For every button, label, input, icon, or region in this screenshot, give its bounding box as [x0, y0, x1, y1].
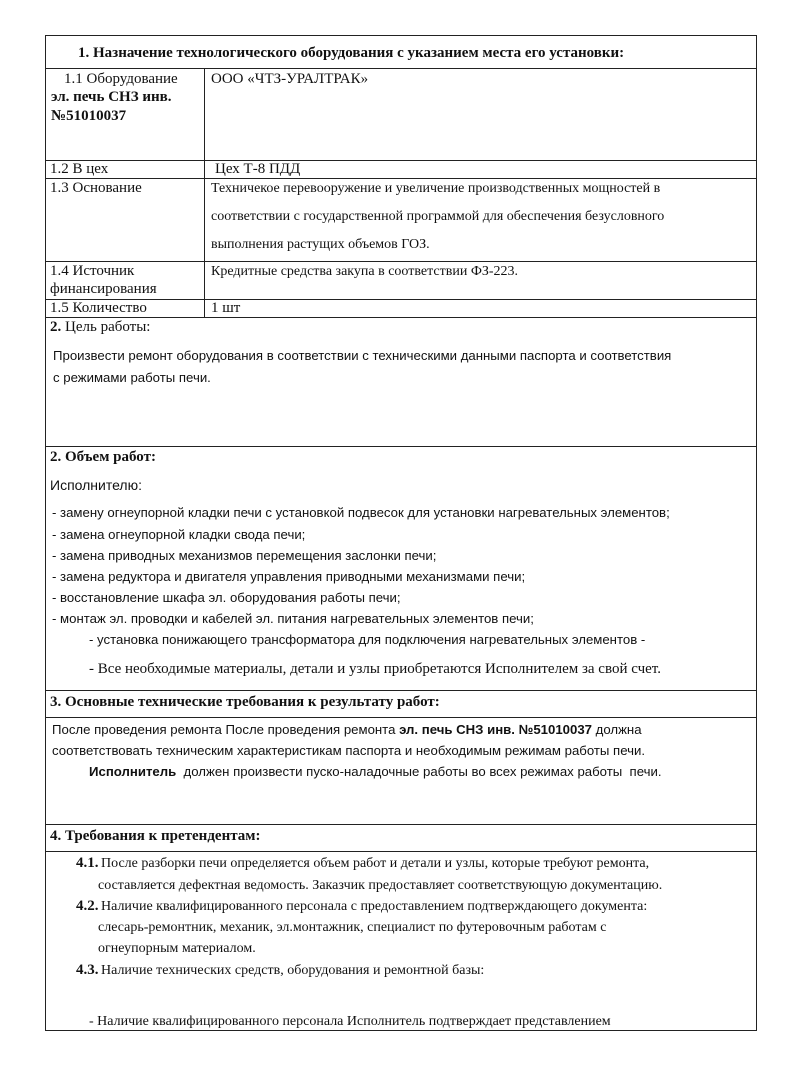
goal-heading	[50, 320, 150, 335]
funding-label: 1.4 Источник	[50, 263, 135, 279]
row-divider	[45, 824, 757, 825]
scope-item: - монтаж эл. проводки и кабелей эл. питания нагревательных элементов печи;	[52, 611, 534, 626]
contractor-label: Исполнитель	[89, 764, 177, 779]
requirement-number: 4.3.	[76, 962, 99, 978]
row-divider	[45, 160, 757, 161]
applicant-requirements-heading: 4. Требования к претендентам:	[50, 828, 261, 844]
requirements-text: После проведения ремонта После проведения ремонта	[52, 722, 400, 737]
equipment-inventory-number: №51010037	[51, 108, 127, 124]
row-divider	[45, 317, 757, 318]
section-1-heading: 1. Назначение технологического оборудования с указанием места его установки:	[78, 45, 625, 61]
scope-item-transformer: - установка понижающего трансформатора для подключения нагревательных элементов -	[89, 632, 646, 647]
row-divider	[45, 446, 757, 447]
requirements-heading: 3. Основные технические требования к результату работ:	[50, 694, 440, 710]
goal-heading-number: 2.	[50, 319, 62, 335]
scope-item: - замена редуктора и двигателя управления приводными механизмами печи;	[52, 569, 526, 584]
basis-text-line: выполнения растущих объемов ГОЗ.	[211, 237, 430, 252]
requirement-text: После разборки печи определяется объем работ и детали и узлы, которые требуют ремонта,	[101, 856, 650, 871]
basis-text-line: соответствии с государственной программой для обеспечения безусловного	[211, 209, 665, 224]
equipment-reference: эл. печь СНЗ инв. №51010037	[399, 722, 592, 737]
scope-heading: 2. Объем работ:	[50, 449, 156, 465]
requirement-text: слесарь-ремонтник, механик, эл.монтажник, специалист по футеровочным работам с	[98, 920, 607, 935]
column-divider	[204, 68, 205, 317]
basis-text-line: Техничекое перевооружение и увеличение производственных мощностей в	[211, 181, 661, 196]
scope-item: - замена огнеупорной кладки свода печи;	[52, 527, 306, 542]
requirements-line	[89, 765, 662, 778]
requirements-text: должен произвести пуско-наладочные работы во всех режимах работы печи.	[176, 764, 662, 779]
row-divider	[45, 299, 757, 300]
scope-item: - замену огнеупорной кладки печи с установкой подвесок для установки нагревательных элементов;	[52, 505, 670, 520]
requirement-number: 4.2.	[76, 898, 99, 914]
equipment-label: 1.1 Оборудование	[64, 71, 178, 87]
quantity-value: 1 шт	[211, 300, 241, 316]
requirement-text: Наличие технических средств, оборудования и ремонтной базы:	[101, 963, 485, 978]
personnel-requirement-line: - Наличие квалифицированного персонала Исполнитель подтверждает представлением	[89, 1014, 611, 1029]
scope-intro: Исполнителю:	[50, 477, 142, 493]
funding-label-continued: финансирования	[50, 281, 157, 297]
funding-value: Кредитные средства закупа в соответствии ФЗ-223.	[211, 264, 519, 279]
row-divider	[45, 68, 757, 69]
row-divider	[45, 851, 757, 852]
workshop-value: Цех Т-8 ПДД	[215, 161, 301, 177]
scope-item: - замена приводных механизмов перемещения заслонки печи;	[52, 548, 437, 563]
quantity-label: 1.5 Количество	[50, 300, 147, 316]
goal-heading-text: Цель работы:	[61, 319, 151, 335]
requirement-text: составляется дефектная ведомость. Заказчик предоставляет соответствующую документацию.	[98, 878, 663, 893]
workshop-label: 1.2 В цех	[50, 161, 109, 177]
scope-item-materials: - Все необходимые материалы, детали и узлы приобретаются Исполнителем за свой счет.	[89, 661, 661, 677]
requirements-text: должна	[592, 722, 642, 737]
basis-label: 1.3 Основание	[50, 180, 142, 196]
equipment-name: эл. печь СНЗ инв.	[51, 89, 172, 105]
requirement-text: огнеупорным материалом.	[98, 941, 256, 956]
requirement-number: 4.1.	[76, 855, 99, 871]
requirements-line: соответствовать техническим характеристикам паспорта и необходимым режимам работы печи.	[52, 743, 645, 758]
row-divider	[45, 261, 757, 262]
requirements-line	[52, 723, 642, 736]
row-divider	[45, 717, 757, 718]
goal-text-line: Произвести ремонт оборудования в соответствии с техническими данными паспорта и соответствия	[53, 348, 672, 363]
row-divider	[45, 690, 757, 691]
scope-item: - восстановление шкафа эл. оборудования работы печи;	[52, 590, 401, 605]
goal-text-line: с режимами работы печи.	[53, 370, 211, 385]
requirement-text: Наличие квалифицированного персонала с предоставлением подтверждающего документа:	[101, 899, 648, 914]
company-name: ООО «ЧТЗ-УРАЛТРАК»	[211, 71, 369, 87]
row-divider	[45, 178, 757, 179]
